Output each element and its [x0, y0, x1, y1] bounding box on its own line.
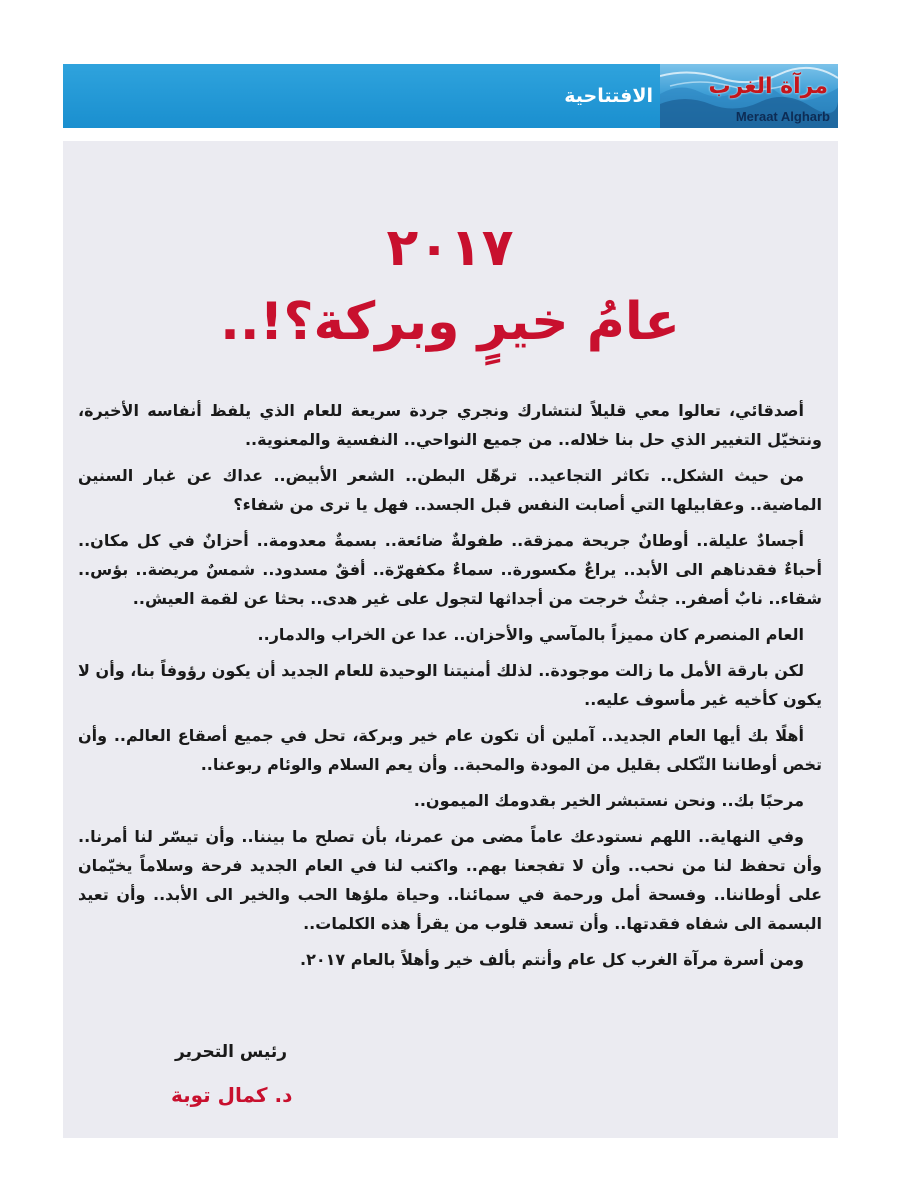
article-title-year: ٢٠١٧	[386, 218, 514, 278]
signature-role: رئيس التحرير	[175, 1042, 287, 1062]
article-body	[78, 396, 822, 981]
paragraph: العام المنصرم كان مميزاً بالمآسي والأحزان.. عدا عن الخراب والدمار..	[257, 625, 804, 644]
signature-name: د. كمال توبة	[171, 1083, 293, 1107]
paragraph: من حيث الشكل.. تكاثر التجاعيد.. ترهّل البطن.. الشعر الأبيض.. عداك عن غبار السنين الماضية.. وعقابيلها التي أصابت النفس قبل الجسد.. فهل يا ترى من شفاء؟	[78, 466, 822, 514]
section-title: الافتتاحية	[564, 85, 653, 107]
paragraph: أجسادٌ عليلة.. أوطانٌ جريحة ممزقة.. طفولةٌ ضائعة.. بسمةٌ معدومة.. أحزانٌ في كل مكان.. أحباءٌ فقدناهم الى الأبد.. يراعٌ مكسورة.. سماءٌ مكفهرّة.. أفقٌ مسدود.. شمسٌ مريضة.. بؤس.. شقاء.. نابٌ أصفر.. جثثٌ خرجت من أجداثها لتجول على غير هدى.. بحثا عن لقمة العيش..	[78, 531, 822, 608]
paragraph: مرحبًا بك.. ونحن نستبشر الخير بقدومك الميمون..	[413, 791, 804, 810]
magazine-logo	[660, 64, 838, 128]
paragraph: وفي النهاية.. اللهم نستودعك عاماً مضى من عمرنا، بأن تصلح ما بيننا.. وأن تيسّر لنا أمرنا.. وأن تحفظ لنا من نحب.. وأن لا تفجعنا بهم.. واكتب لنا في العام الجديد فرحة وسلاماً يخيّمان على أوطاننا.. وفسحة أمل ورحمة في سمائنا.. وحياة ملؤها الحب والخير الى الأبد.. وأن تعيد البسمة الى شفاه فقدتها.. وأن تسعد قلوب من يقرأ هذه الكلمات..	[78, 827, 822, 933]
paragraph: لكن بارقة الأمل ما زالت موجودة.. لذلك أمنيتنا الوحيدة للعام الجديد أن يكون رؤوفاً بنا، وأن لا يكون كأخيه غير مأسوف عليه..	[78, 661, 822, 709]
paragraph: أهلًا بك أيها العام الجديد.. آملين أن تكون عام خير وبركة، تحل في جميع أصقاع العالم.. وأن تخص أوطاننا الثّكلى بقليل من المودة والمحبة.. وأن يعم السلام والوئام ربوعنا..	[78, 726, 822, 774]
logo-arabic-text: مرآة الغرب	[708, 74, 828, 99]
paragraph: ومن أسرة مرآة الغرب كل عام وأنتم بألف خير وأهلاً بالعام ٢٠١٧.	[300, 950, 804, 969]
article-title: عامُ خيرٍ وبركة؟!..	[220, 292, 680, 352]
header-bar	[63, 64, 838, 128]
logo-english-text: Meraat Algharb	[735, 109, 830, 124]
paragraph: أصدقائي، تعالوا معي قليلاً لنتشارك ونجري جردة سريعة للعام الذي يلفظ أنفاسه الأخيرة، ونتخيّل التغيير الذي حل بنا خلاله.. من جميع النواحي.. النفسية والمعنوية..	[78, 401, 822, 449]
